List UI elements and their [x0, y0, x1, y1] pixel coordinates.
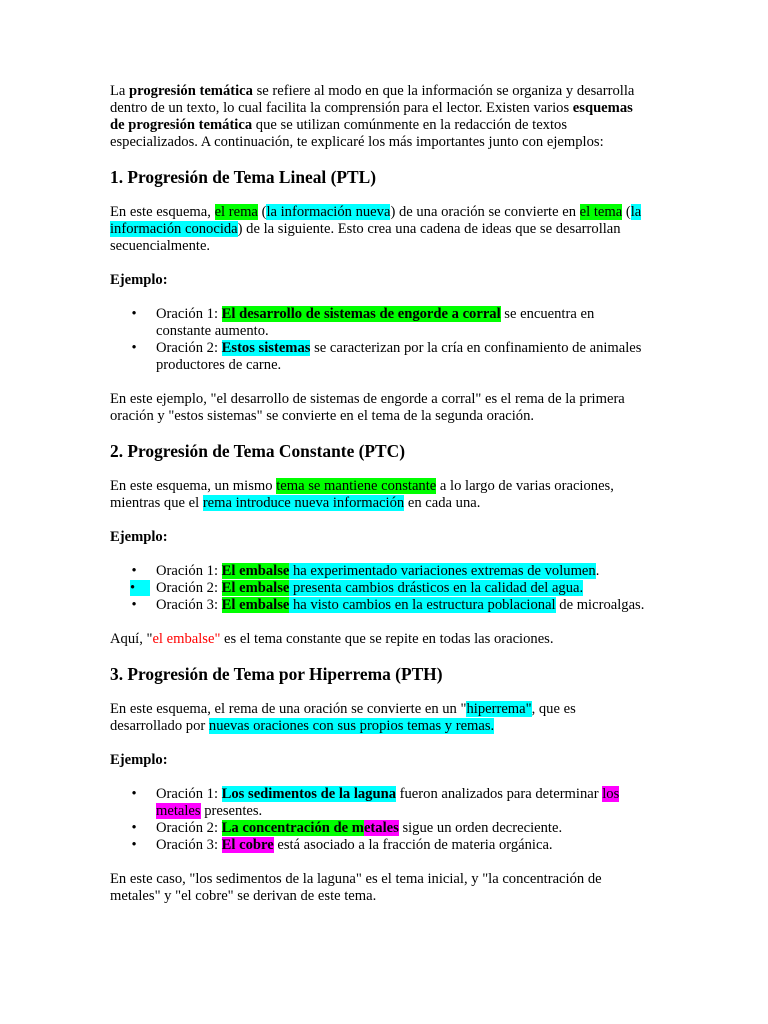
section-title-pth: 3. Progresión de Tema por Hiperrema (PTH)	[110, 664, 443, 684]
list-item: • Oración 1: El desarrollo de sistemas de engorde a corral se encuentra en constante aumento.	[110, 306, 650, 340]
highlight-tema-example: Estos sistemas	[221, 340, 311, 356]
list-item: • Oración 2: El embalse presenta cambios drásticos en la calidad del agua.	[130, 580, 584, 596]
list-item: • Oración 3: El embalse ha visto cambios en la estructura poblacional de microalgas.	[110, 597, 650, 614]
bullet-icon: •	[131, 597, 137, 613]
highlight-concentracion-metales: etales	[363, 820, 399, 836]
document-body	[110, 83, 650, 922]
red-phrase: el embalse"	[152, 631, 221, 647]
section-title-ptc: 2. Progresión de Tema Constante (PTC)	[110, 441, 405, 461]
bullet-icon: •	[131, 820, 137, 836]
term-esquemas: esquemas de progresión temática	[110, 100, 633, 133]
highlight-rema-example: El desarrollo de sistemas de engorde a corral	[221, 306, 501, 322]
highlight-tema-constante: tema se mantiene constante	[276, 478, 437, 494]
highlight-sedimentos: Los sedimentos de la laguna	[221, 786, 396, 802]
highlight-concentracion: La concentración de m	[221, 820, 364, 836]
highlight-rheme: ha visto cambios en la estructura poblacional	[289, 597, 556, 613]
ptc-example-label: Ejemplo:	[110, 529, 168, 545]
highlight-info-nueva: la información nueva	[266, 204, 391, 220]
highlight-rheme: presenta cambios drásticos en la calidad del agua.	[289, 580, 584, 596]
bullet-icon: •	[130, 580, 156, 597]
highlight-info-conocida: la información conocida	[110, 204, 642, 237]
ptc-conclusion: Aquí, "el embalse" es el tema constante que se repite en todas las oraciones.	[110, 631, 554, 647]
highlight-theme: El embalse	[221, 563, 290, 579]
ptl-example-list	[110, 306, 650, 374]
highlight-rema: el rema	[214, 204, 258, 220]
list-item: • Oración 2: Estos sistemas se caracterizan por la cría en confinamiento de animales productores de carne.	[110, 340, 650, 374]
list-item: • Oración 1: Los sedimentos de la laguna fueron analizados para determinar los metales presentes.	[110, 786, 650, 820]
bullet-icon: •	[131, 306, 137, 322]
highlight-hiperrema: hiperrema"	[466, 701, 532, 717]
highlight-theme: El embalse	[221, 597, 290, 613]
highlight-rheme: ha experimentado variaciones extremas de volumen	[289, 563, 596, 579]
highlight-tema: el tema	[579, 204, 623, 220]
highlight-rema-nueva: rema introduce nueva información	[202, 495, 405, 511]
list-item: • Oración 2: La concentración de metales sigue un orden decreciente.	[110, 820, 650, 837]
bullet-icon: •	[131, 563, 137, 579]
highlight-nuevas-oraciones: nuevas oraciones con sus propios temas y remas.	[208, 718, 495, 734]
pth-conclusion: En este caso, "los sedimentos de la laguna" es el tema inicial, y "la concentración de metales" y "el cobre" se derivan de este tema.	[110, 871, 602, 904]
ptl-description: En este esquema, el rema (la información nueva) de una oración se convierte en el tema (la información conocida) de la siguiente. Esto crea una cadena de ideas que se desarrollan secuencialmente.	[110, 204, 642, 254]
list-item: • Oración 1: El embalse ha experimentado variaciones extremas de volumen.	[110, 563, 650, 580]
intro-paragraph: La progresión temática se refiere al modo en que la información se organiza y desarrolla dentro de un texto, lo cual facilita la comprensión para el lector. Existen varios esquemas de progresión temática que se utilizan comúnmente en la redacción de textos especializados. A continuación, te explicaré los más importantes junto con ejemplos:	[110, 83, 635, 150]
pth-example-label: Ejemplo:	[110, 752, 168, 768]
highlight-theme: El embalse	[221, 580, 290, 596]
list-item: • Oración 3: El cobre está asociado a la fracción de materia orgánica.	[110, 837, 650, 854]
bullet-icon: •	[131, 786, 137, 802]
ptl-example-label: Ejemplo:	[110, 272, 168, 288]
pth-example-list	[110, 786, 650, 854]
ptl-conclusion: En este ejemplo, "el desarrollo de sistemas de engorde a corral" es el rema de la primera oración y "estos sistemas" se convierte en el tema de la segunda oración.	[110, 391, 625, 424]
ptc-example-list	[110, 563, 650, 614]
term-progresion-tematica: progresión temática	[129, 83, 253, 99]
bullet-icon: •	[131, 340, 137, 356]
highlight-metales: los metales	[156, 786, 620, 819]
highlight-cobre: El cobre	[221, 837, 274, 853]
ptc-description: En este esquema, un mismo tema se mantiene constante a lo largo de varias oraciones, mientras que el rema introduce nueva información en cada una.	[110, 478, 614, 511]
section-title-ptl: 1. Progresión de Tema Lineal (PTL)	[110, 167, 377, 187]
pth-description: En este esquema, el rema de una oración se convierte en un "hiperrema", que es desarrollado por nuevas oraciones con sus propios temas y remas.	[110, 701, 576, 734]
bullet-icon: •	[131, 837, 137, 853]
